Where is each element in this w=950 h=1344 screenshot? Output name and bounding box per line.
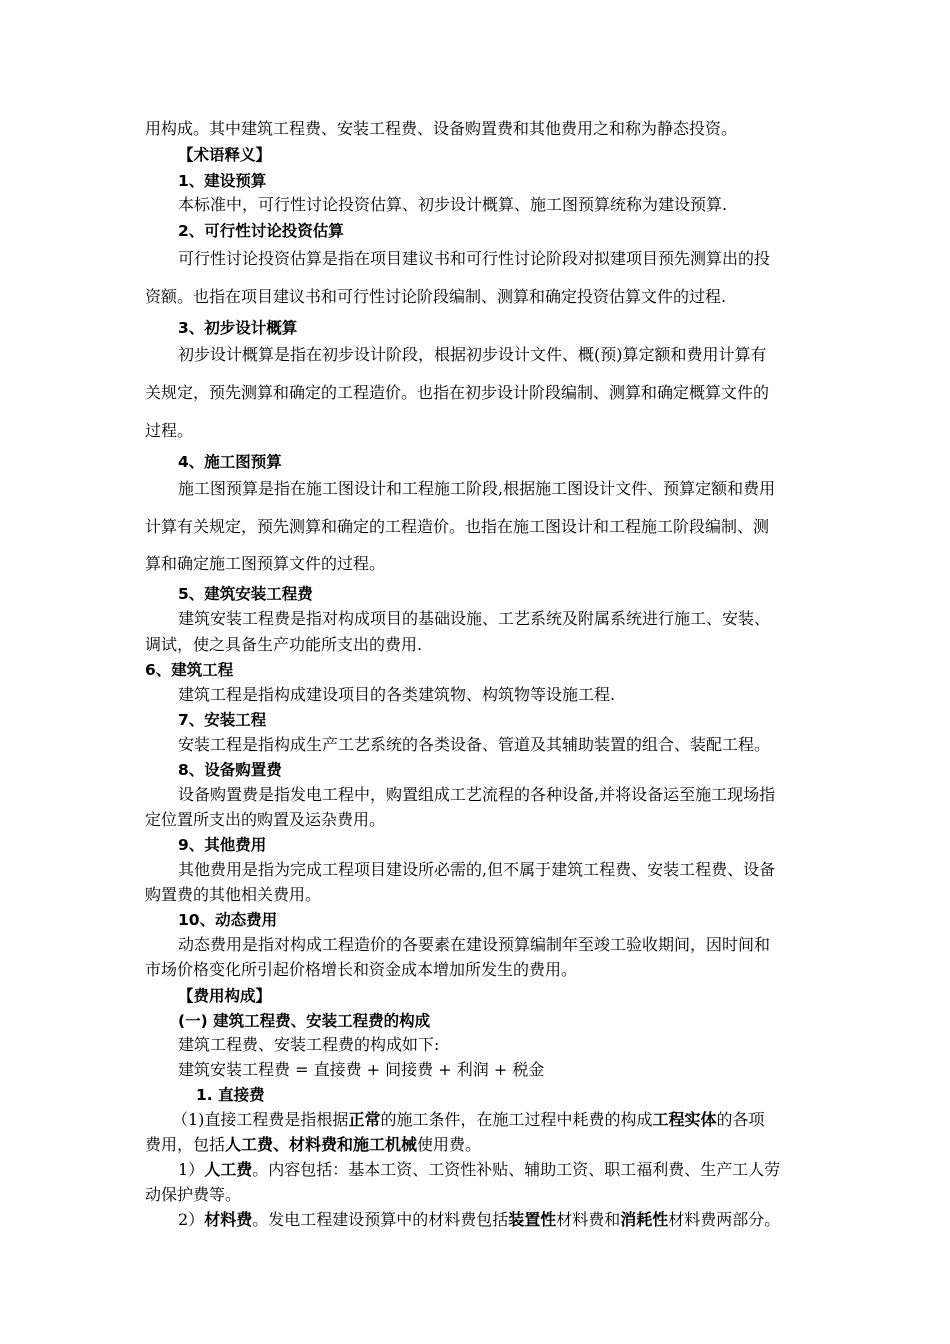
paragraph-line: 定位置所支出的购置及运杂费用。	[145, 810, 386, 829]
subsection-heading: (一) 建筑工程费、安装工程费的构成	[178, 1012, 431, 1030]
term-heading: 9、其他费用	[178, 836, 267, 854]
term-heading: 8、设备购置费	[178, 761, 282, 779]
paragraph-line: 动态费用是指对构成工程造价的各要素在建设预算编制年至竣工验收期间，因时间和	[178, 935, 771, 954]
paragraph-line: 调试，使之具备生产功能所支出的费用.	[145, 635, 423, 654]
paragraph-line: 动保护费等。	[145, 1185, 242, 1204]
paragraph-line: 2）材料费。发电工程建设预算中的材料费包括装置性材料费和消耗性材料费两部分。	[178, 1210, 781, 1229]
paragraph-line: 市场价格变化所引起价格增长和资金成本增加所发生的费用。	[145, 960, 578, 979]
paragraph-line: 设备购置费是指发电工程中，购置组成工艺流程的各种设备,并将设备运至施工现场指	[178, 785, 776, 804]
paragraph-line: 施工图预算是指在施工图设计和工程施工阶段,根据施工图设计文件、预算定额和费用	[178, 479, 776, 498]
paragraph-line: 算和确定施工图预算文件的过程。	[145, 554, 386, 573]
term-heading: 7、安装工程	[178, 711, 267, 729]
term-heading: 4、施工图预算	[178, 453, 282, 471]
term-heading: 10、动态费用	[178, 911, 278, 929]
subsection-heading: 1. 直接费	[196, 1086, 265, 1104]
paragraph-line: （1)直接工程费是指根据正常的施工条件，在施工过程中耗费的构成工程实体的各项	[172, 1110, 765, 1129]
paragraph-line: 初步设计概算是指在初步设计阶段，根据初步设计文件、概(预)算定额和费用计算有	[178, 345, 767, 364]
term-heading: 2、可行性讨论投资估算	[178, 222, 344, 240]
paragraph-line: 本标准中，可行性讨论投资估算、初步设计概算、施工图预算统称为建设预算.	[178, 195, 728, 214]
term-heading: 3、初步设计概算	[178, 319, 298, 337]
paragraph-line: 关规定，预先测算和确定的工程造价。也指在初步设计阶段编制、测算和确定概算文件的	[145, 383, 770, 402]
paragraph-line: 其他费用是指为完成工程项目建设所必需的,但不属于建筑工程费、安装工程费、设备	[178, 860, 776, 879]
paragraph-line: 1）人工费。内容包括：基本工资、工资性补贴、辅助工资、职工福利费、生产工人劳	[178, 1160, 781, 1179]
paragraph-line: 计算有关规定，预先测算和确定的工程造价。也指在施工图设计和工程施工阶段编制、测	[145, 517, 770, 536]
section-heading-terms: 【术语释义】	[178, 146, 272, 164]
term-heading: 5、建筑安装工程费	[178, 585, 313, 603]
paragraph-line: 建筑工程费、安装工程费的构成如下:	[178, 1035, 440, 1054]
paragraph-line: 安装工程是指构成生产工艺系统的各类设备、管道及其辅助装置的组合、装配工程。	[178, 735, 771, 754]
term-heading: 6、建筑工程	[145, 661, 234, 679]
paragraph-line: 费用，包括人工费、材料费和施工机械使用费。	[145, 1135, 482, 1154]
term-heading: 1、建设预算	[178, 172, 267, 190]
paragraph-line: 建筑工程是指构成建设项目的各类建筑物、构筑物等设施工程.	[178, 685, 616, 704]
paragraph-line: 可行性讨论投资估算是指在项目建议书和可行性讨论阶段对拟建项目预先测算出的投	[178, 249, 771, 268]
paragraph-line: 建筑安装工程费是指对构成项目的基础设施、工艺系统及附属系统进行施工、安装、	[178, 609, 771, 628]
paragraph-line: 过程。	[145, 421, 194, 440]
paragraph-line: 资额。也指在项目建议书和可行性讨论阶段编制、测算和确定投资估算文件的过程.	[145, 287, 727, 306]
paragraph-line: 购置费的其他相关费用。	[145, 885, 322, 904]
formula-line: 建筑安装工程费 = 直接费 + 间接费 + 利润 + 税金	[178, 1060, 545, 1079]
paragraph-line: 用构成。其中建筑工程费、安装工程费、设备购置费和其他费用之和称为静态投资。	[145, 119, 738, 138]
section-heading-cost: 【费用构成】	[178, 987, 272, 1005]
